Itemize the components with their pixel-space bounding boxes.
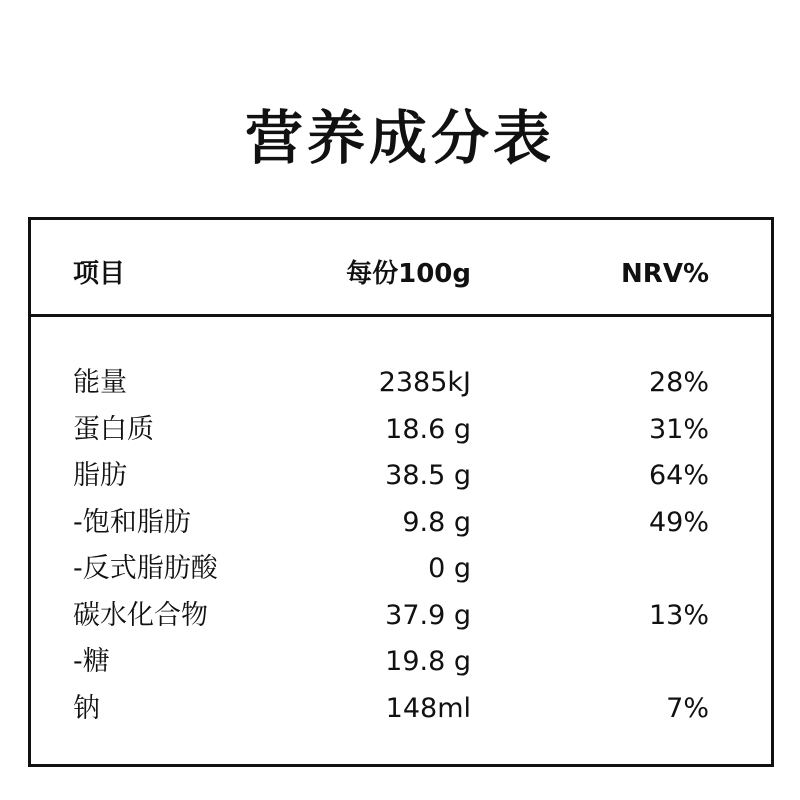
nutrition-table xyxy=(28,217,774,767)
page-title: 营养成分表 xyxy=(244,104,555,172)
header-nrv: NRV% xyxy=(621,259,709,289)
row-nrv: 64% xyxy=(648,460,709,491)
row-amount: 9.8 g xyxy=(402,506,471,538)
row-nrv: 7% xyxy=(666,692,709,724)
table-row xyxy=(31,593,771,640)
row-name: -糖 xyxy=(73,646,110,677)
row-amount: 18.6 g xyxy=(385,413,471,445)
table-row xyxy=(31,407,771,454)
row-name: 碳水化合物 xyxy=(73,599,208,631)
table-row xyxy=(31,686,771,733)
row-amount: 37.9 g xyxy=(385,599,471,631)
table-row xyxy=(31,546,771,593)
table-row xyxy=(31,639,771,686)
table-row xyxy=(31,500,771,547)
row-name: 能量 xyxy=(73,367,127,398)
table-row xyxy=(31,360,771,407)
row-amount: 38.5 g xyxy=(385,460,471,491)
row-name: 脂肪 xyxy=(73,460,127,491)
row-nrv: 49% xyxy=(648,506,709,538)
table-row xyxy=(31,453,771,500)
row-nrv: 28% xyxy=(648,367,709,398)
row-nrv: 13% xyxy=(648,599,709,631)
table-header xyxy=(31,220,771,317)
row-name: 蛋白质 xyxy=(73,413,154,445)
row-amount: 0 g xyxy=(428,553,471,584)
header-per-serving: 每份100g xyxy=(346,259,471,289)
row-amount: 2385kJ xyxy=(378,367,471,398)
row-name: -饱和脂肪 xyxy=(73,506,191,538)
row-nrv: 31% xyxy=(648,413,709,445)
row-amount: 148ml xyxy=(385,692,471,724)
row-name: -反式脂肪酸 xyxy=(73,553,218,584)
row-name: 钠 xyxy=(73,692,100,724)
header-item: 项目 xyxy=(73,259,126,289)
row-amount: 19.8 g xyxy=(385,646,471,677)
table-body xyxy=(31,360,771,732)
